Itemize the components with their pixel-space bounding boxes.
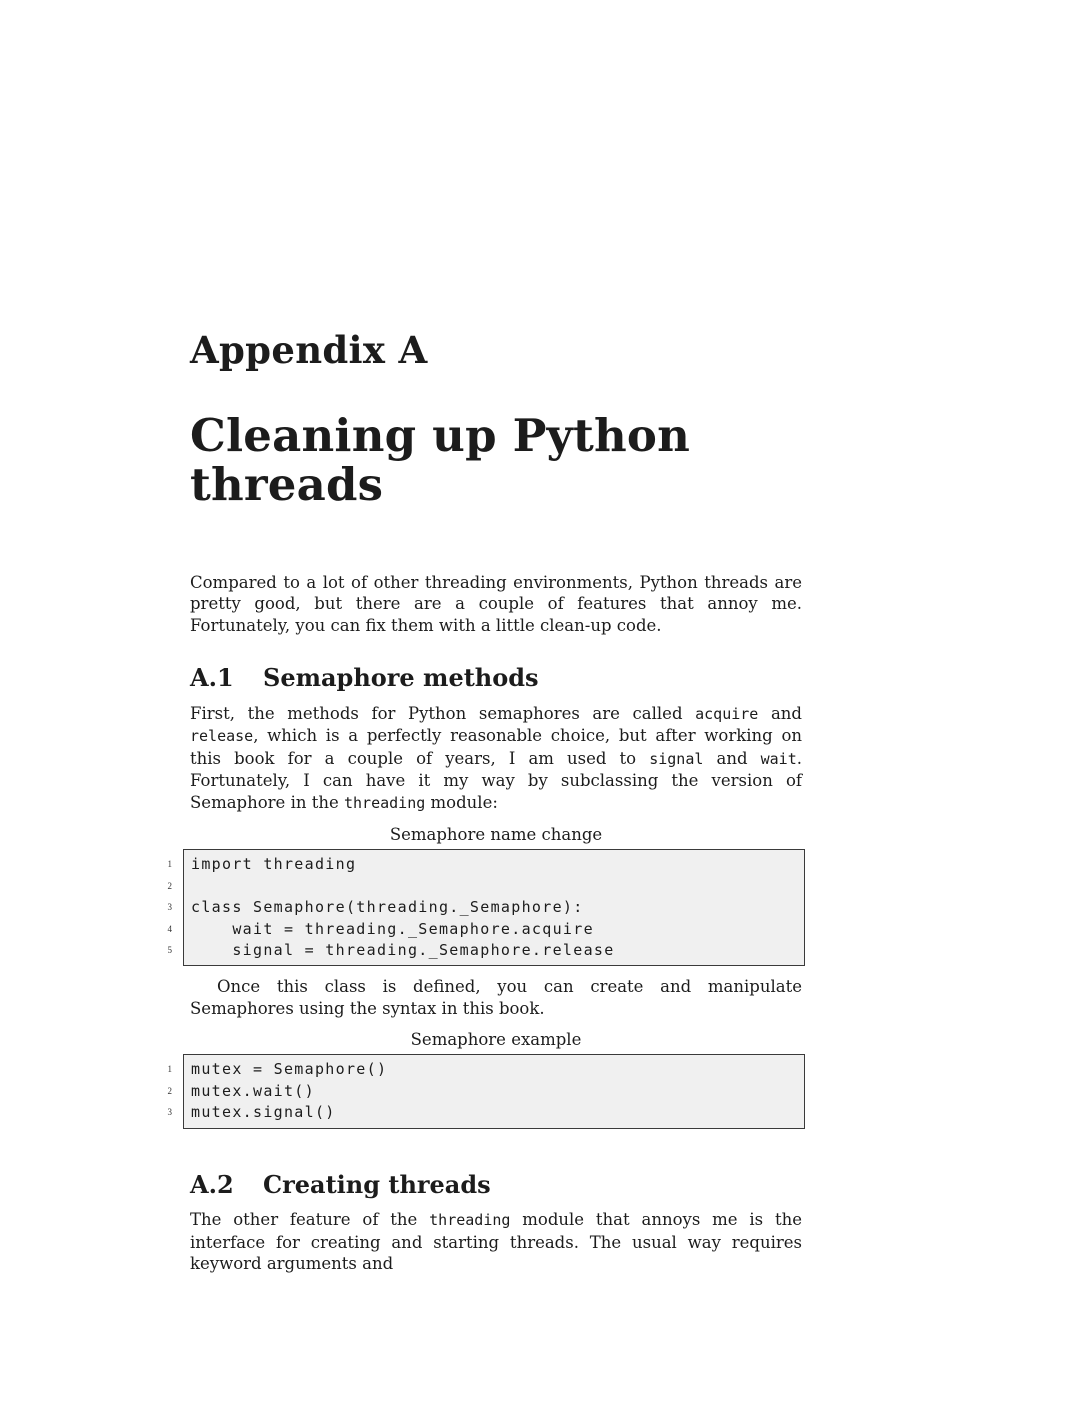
code-line: 5 signal = threading._Semaphore.release xyxy=(184,940,804,961)
line-number: 2 xyxy=(167,1085,172,1096)
code-line: 1 import threading xyxy=(184,854,804,875)
code-line xyxy=(167,876,804,897)
page-content xyxy=(167,328,802,1275)
line-number: 3 xyxy=(167,902,172,913)
listing-caption: Semaphore example xyxy=(410,1030,582,1050)
section-heading-a1 xyxy=(190,664,802,693)
line-number: 5 xyxy=(167,945,172,956)
section-number: A.2 xyxy=(190,1169,234,1199)
inline-code: release xyxy=(190,727,254,746)
section-title: Creating threads xyxy=(263,1169,491,1199)
chapter-title: Cleaning up Python threads xyxy=(190,408,691,512)
inline-code: threading xyxy=(429,1211,511,1230)
section1-paragraph: First, the methods for Python semaphores are called acquire and release, which is a perfectly reasonable choice, but after working on this book for a couple of years, I am used to signal and wait. Fortunately, I can have it my way by subclassing the version of Semaphore in the threading module: xyxy=(190,703,802,812)
code-listing xyxy=(167,1054,805,1128)
section-number: A.1 xyxy=(190,663,234,693)
line-number: 1 xyxy=(167,859,172,870)
section1-paragraph-2: Once this class is defined, you can create and manipulate Semaphores using the syntax in this book. xyxy=(190,977,802,1018)
code-listing xyxy=(167,849,805,966)
line-number: 3 xyxy=(167,1107,172,1118)
inline-code: threading xyxy=(344,793,426,812)
section-title: Semaphore methods xyxy=(263,663,539,693)
line-number: 1 xyxy=(167,1064,172,1075)
line-number: 4 xyxy=(167,923,172,934)
section2-paragraph: The other feature of the threading module that annoys me is the interface for creating and starting threads. The usual way requires keyword arguments and xyxy=(190,1210,802,1274)
listing-caption: Semaphore name change xyxy=(389,825,603,845)
code-line: 4 wait = threading._Semaphore.acquire xyxy=(184,919,804,940)
intro-paragraph: Compared to a lot of other threading environments, Python threads are pretty good, but there are a couple of features that annoy me. Fortunately, you can fix them with a little clean-up code. xyxy=(190,572,802,635)
section-heading-a2 xyxy=(190,1171,802,1200)
code-line: 3 mutex.signal() xyxy=(184,1102,804,1123)
code-line: 3 class Semaphore(threading._Semaphore): xyxy=(184,897,804,918)
line-number: 2 xyxy=(167,880,172,891)
code-line: 1 mutex = Semaphore() xyxy=(184,1059,804,1080)
inline-code: acquire xyxy=(695,704,759,723)
inline-code: signal xyxy=(649,749,704,768)
inline-code: wait xyxy=(760,749,797,768)
code-line: 2 mutex.wait() xyxy=(184,1081,804,1102)
appendix-label: Appendix A xyxy=(190,328,428,372)
